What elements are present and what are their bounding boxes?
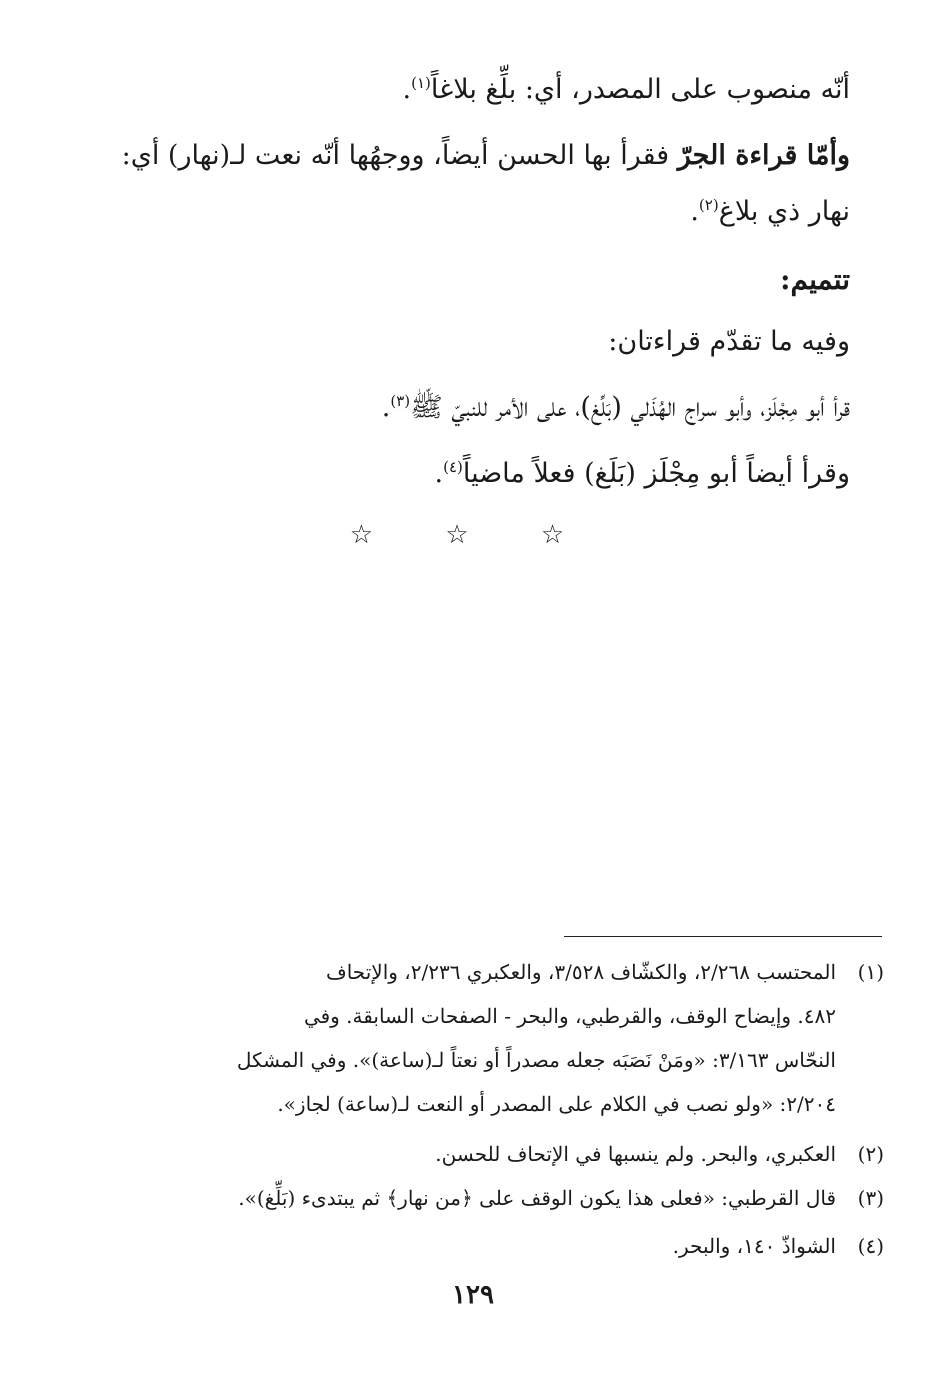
line-6-end: . (381, 392, 391, 423)
text-line-1 (402, 60, 850, 120)
footnote-line: الشواذّ ١٤٠، والبحر. (672, 1234, 836, 1258)
footnote-1 (108, 950, 884, 994)
line-1-text: أنّه منصوب على المصدر، أي: بلِّغ بلاغاً (430, 74, 850, 105)
footnote-3 (108, 1176, 884, 1220)
line-7-end: . (434, 458, 444, 489)
line-7-text: وقرأ أيضاً أبو مِجْلَز (بَلَغ) فعلاً ماضياً (462, 458, 850, 489)
footnote-ref-2[interactable]: (٢) (698, 196, 719, 214)
line-2-bold: وأمّا قراءة الجرّ (677, 140, 850, 171)
line-3-end: . (690, 196, 699, 227)
text-line-7 (435, 444, 851, 504)
footnote-line: المحتسب ٢/٢٦٨، والكشّاف ٣/٥٢٨، والعكبري ٢/٢٣٦، والإتحاف (325, 960, 836, 984)
line-6-text: قرأ أبو مِجْلَز، وأبو سراج الهُذَلي (بَلِّغ)، على الأمر للنبيّ ﷺ (410, 392, 850, 423)
footnote-ref-3[interactable]: (٣) (390, 392, 411, 410)
footnote-ref-4[interactable]: (٤) (443, 458, 463, 476)
footnote-line: العكبري، والبحر. ولم ينسبها في الإتحاف للحسن. (435, 1142, 836, 1166)
footnote-2 (108, 1132, 884, 1176)
text-line-3 (690, 182, 850, 242)
section-heading: تتميم: (780, 263, 850, 296)
footnote-divider (564, 936, 882, 937)
text-line-5: وفيه ما تقدّم قراءتان: (608, 326, 850, 357)
line-3-text: نهار ذي بلاغ (718, 196, 850, 227)
section-separator-stars: ☆ ☆ ☆ (349, 520, 597, 550)
footnote-ref-1[interactable]: (١) (411, 74, 431, 92)
text-line-2 (122, 126, 850, 186)
footnote-1-line-4: ٢/٢٠٤: «ولو نصب في الكلام على المصدر أو النعت لـ(ساعة) لجاز». (277, 1092, 836, 1116)
footnote-1-line-3: النحّاس ٣/١٦٣: «ومَنْ نَصَبَه جعله مصدراً أو نعتاً لـ(ساعة)». وفي المشكل (236, 1048, 836, 1072)
footnote-number: (١) (857, 960, 884, 984)
footnote-line: قال القرطبي: «فعلى هذا يكون الوقف على ﴿من نهار﴾ ثم يبتدىء (بَلِّغ)». (238, 1186, 836, 1210)
line-1-end: . (402, 74, 412, 105)
footnote-number: (٤) (857, 1234, 884, 1258)
footnote-number: (٢) (857, 1142, 884, 1166)
page-number: ١٢٩ (452, 1280, 494, 1310)
text-line-6 (382, 378, 850, 438)
footnote-1-line-2: ٤٨٢. وإيضاح الوقف، والقرطبي، والبحر - الصفحات السابقة. وفي (303, 1004, 836, 1028)
footnote-number: (٣) (857, 1186, 884, 1210)
line-2-text: فقرأ بها الحسن أيضاً، ووجهُها أنّه نعت لـ(نهار) أي: (121, 140, 678, 171)
footnote-4 (108, 1224, 884, 1268)
